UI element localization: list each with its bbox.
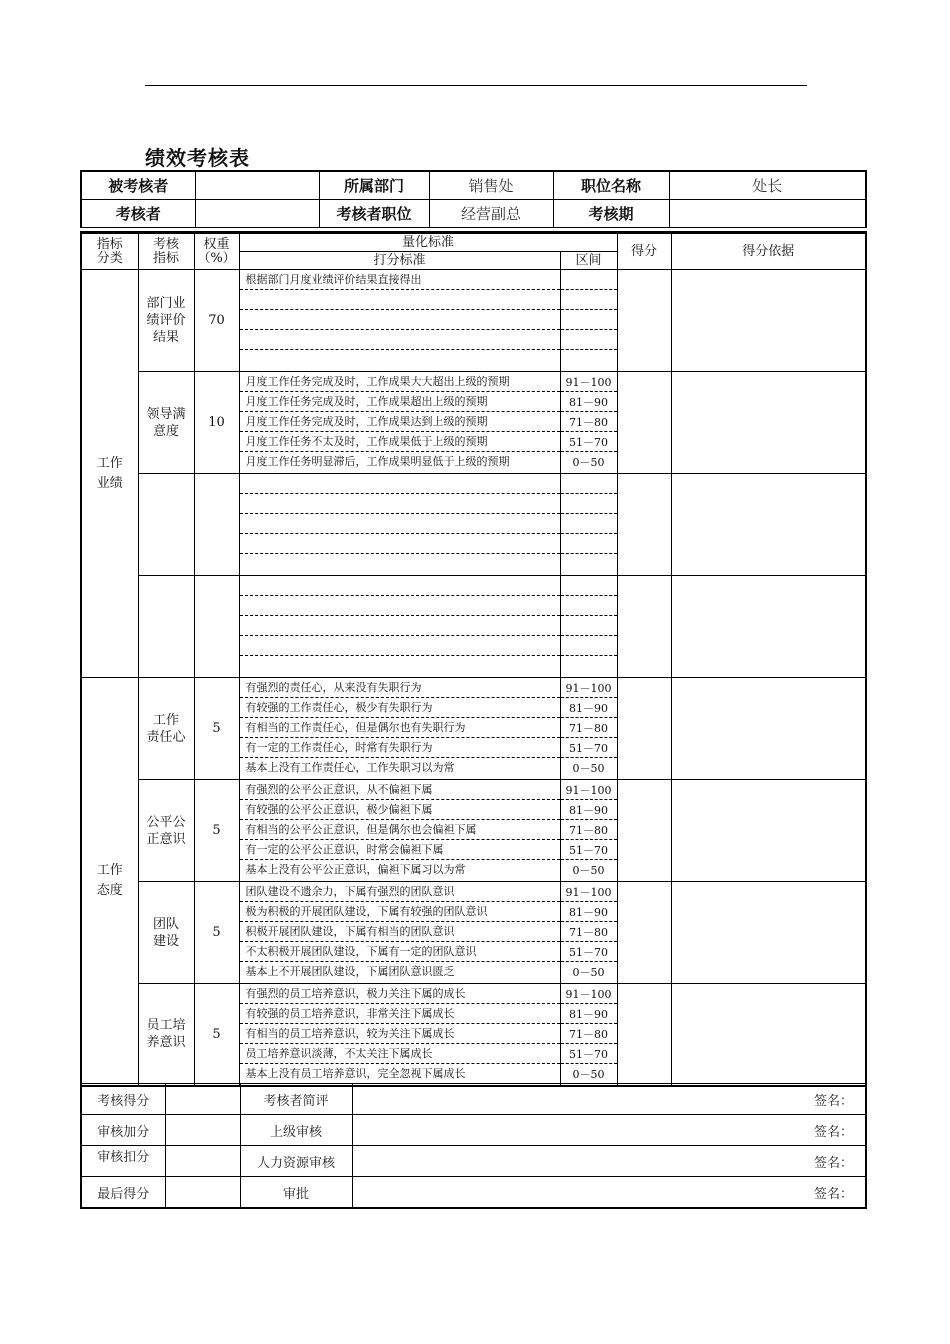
range-line: 0－50	[572, 762, 605, 775]
indicator-row	[81, 882, 866, 984]
criteria-line	[240, 616, 560, 636]
range-cell	[560, 474, 617, 576]
range-line: 81－90	[561, 698, 617, 718]
range-line	[561, 350, 617, 370]
score-basis-field[interactable]	[671, 882, 866, 984]
range-cell	[560, 882, 617, 984]
range-line	[561, 474, 617, 494]
score-field[interactable]	[617, 984, 671, 1086]
review-row	[81, 1084, 866, 1115]
score-field[interactable]	[617, 474, 671, 576]
signature-label: 签名：	[813, 1124, 853, 1140]
criteria-line: 有较强的公平公正意识，极少偏袒下属	[240, 800, 560, 820]
weight-cell	[194, 474, 239, 576]
indicator-row	[81, 576, 866, 678]
criteria-line: 不太积极开展团队建设，下属有一定的团队意识	[240, 942, 560, 962]
indicator-row	[81, 678, 866, 780]
review-row	[81, 1177, 866, 1209]
range-cell	[560, 984, 617, 1086]
position-label: 职位名称	[553, 171, 669, 200]
assessment-table	[80, 231, 867, 1087]
indicator-name: 公平公 正意识	[138, 780, 194, 882]
criteria-line: 月度工作任务完成及时，工作成果大大超出上级的预期	[240, 372, 560, 392]
assessor-field[interactable]	[195, 200, 319, 228]
score-field[interactable]	[617, 678, 671, 780]
score-basis-field[interactable]	[671, 372, 866, 474]
weight-cell: 5	[194, 678, 239, 780]
criteria-line: 员工培养意识淡薄，不太关注下属成长	[240, 1044, 560, 1064]
indicator-row	[81, 372, 866, 474]
col-header-category: 指标 分类	[81, 233, 138, 270]
score-field[interactable]	[617, 576, 671, 678]
weight-cell: 5	[194, 780, 239, 882]
score-basis-field[interactable]	[671, 474, 866, 576]
criteria-line: 有强烈的责任心，从来没有失职行为	[240, 678, 560, 698]
score-field[interactable]	[617, 780, 671, 882]
document-title: 绩效考核表	[145, 146, 250, 170]
range-line	[561, 534, 617, 554]
signature-label: 签名：	[813, 1186, 853, 1202]
score-basis-field[interactable]	[671, 678, 866, 780]
header-info-table	[80, 170, 867, 228]
score-summary-label: 最后得分	[81, 1177, 165, 1209]
criteria-line: 基本上没有员工培养意识，完全忽视下属成长	[245, 1067, 466, 1080]
assessee-label: 被考核者	[81, 171, 195, 200]
criteria-line: 有相当的公平公正意识，但是偶尔也会偏袒下属	[240, 820, 560, 840]
range-line: 91－100	[561, 678, 617, 698]
criteria-line: 极为积极的开展团队建设，下属有较强的团队意识	[240, 902, 560, 922]
review-label: 上级审核	[240, 1115, 352, 1146]
range-cell	[560, 576, 617, 678]
criteria-line: 有相当的工作责任心，但是偶尔也有失职行为	[240, 718, 560, 738]
top-rule	[145, 85, 807, 86]
criteria-cell	[239, 780, 560, 882]
weight-cell: 5	[194, 984, 239, 1086]
review-label: 人力资源审核	[240, 1146, 352, 1177]
criteria-line: 基本上没有工作责任心，工作失职习以为常	[245, 761, 455, 774]
range-line: 71－80	[561, 922, 617, 942]
criteria-line	[240, 494, 560, 514]
indicator-name	[138, 474, 194, 576]
score-basis-field[interactable]	[671, 270, 866, 372]
indicator-name: 团队 建设	[138, 882, 194, 984]
department-label: 所属部门	[319, 171, 429, 200]
col-header-indicator: 考核 指标	[138, 233, 194, 270]
range-line: 91－100	[561, 372, 617, 392]
assessor-position-field[interactable]: 经营副总	[429, 200, 553, 228]
range-line	[561, 514, 617, 534]
criteria-line: 基本上没有公平公正意识，偏袒下属习以为常	[245, 863, 466, 876]
col-header-weight: 权重 （%）	[194, 233, 239, 270]
range-line: 51－70	[561, 840, 617, 860]
criteria-line	[240, 310, 560, 330]
criteria-line: 有较强的工作责任心，极少有失职行为	[240, 698, 560, 718]
weight-cell: 5	[194, 882, 239, 984]
signature-field[interactable]	[352, 1177, 866, 1209]
range-line: 51－70	[561, 738, 617, 758]
assessor-label: 考核者	[81, 200, 195, 228]
criteria-line	[240, 596, 560, 616]
range-line	[561, 576, 617, 596]
indicator-name: 领导满 意度	[138, 372, 194, 474]
signature-label: 签名：	[813, 1093, 853, 1109]
score-summary-field[interactable]	[165, 1177, 240, 1209]
criteria-cell	[239, 576, 560, 678]
criteria-cell	[239, 882, 560, 984]
review-row	[81, 1115, 866, 1146]
range-cell	[560, 270, 617, 372]
signature-field[interactable]	[352, 1084, 866, 1115]
range-cell	[560, 372, 617, 474]
range-line: 91－100	[561, 882, 617, 902]
range-line	[561, 616, 617, 636]
criteria-line: 积极开展团队建设，下属有相当的团队意识	[240, 922, 560, 942]
range-line	[561, 270, 617, 290]
criteria-line	[240, 350, 560, 370]
criteria-cell	[239, 474, 560, 576]
criteria-line: 有一定的工作责任心，时常有失职行为	[240, 738, 560, 758]
criteria-cell	[239, 984, 560, 1086]
position-field[interactable]: 处长	[669, 171, 866, 200]
criteria-line	[240, 656, 560, 676]
col-header-score: 得分	[617, 233, 671, 270]
range-line: 81－90	[561, 392, 617, 412]
criteria-line: 有较强的员工培养意识，非常关注下属成长	[240, 1004, 560, 1024]
range-line: 0－50	[572, 456, 605, 469]
range-line: 91－100	[561, 984, 617, 1004]
criteria-line: 月度工作任务不太及时，工作成果低于上级的预期	[240, 432, 560, 452]
score-basis-field[interactable]	[671, 780, 866, 882]
review-row	[81, 1146, 866, 1177]
signature-field[interactable]	[352, 1146, 866, 1177]
col-header-quant: 量化标准	[239, 233, 617, 252]
criteria-line	[240, 636, 560, 656]
period-label: 考核期	[553, 200, 669, 228]
criteria-line: 月度工作任务完成及时，工作成果超出上级的预期	[240, 392, 560, 412]
criteria-line: 有强烈的公平公正意识，从不偏袒下属	[240, 780, 560, 800]
category-cell: 工作 态度	[81, 678, 138, 1086]
range-line	[561, 494, 617, 514]
score-summary-label: 考核得分	[81, 1084, 165, 1115]
indicator-row	[81, 984, 866, 1086]
range-line: 81－90	[561, 1004, 617, 1024]
score-summary-field[interactable]	[165, 1146, 240, 1177]
review-table	[80, 1083, 867, 1209]
criteria-line: 有强烈的员工培养意识，极力关注下属的成长	[240, 984, 560, 1004]
range-line: 0－50	[572, 966, 605, 979]
category-cell: 工作 业绩	[81, 270, 138, 678]
score-basis-field[interactable]	[671, 576, 866, 678]
score-field[interactable]	[617, 882, 671, 984]
range-line: 71－80	[561, 820, 617, 840]
criteria-line: 有相当的员工培养意识，较为关注下属成长	[240, 1024, 560, 1044]
score-field[interactable]	[617, 372, 671, 474]
criteria-line: 基本上不开展团队建设，下属团队意识匮乏	[245, 965, 455, 978]
range-line: 81－90	[561, 902, 617, 922]
range-line	[561, 290, 617, 310]
col-header-range: 区间	[560, 252, 617, 270]
indicator-name: 员工培 养意识	[138, 984, 194, 1086]
range-line: 71－80	[561, 718, 617, 738]
weight-cell: 10	[194, 372, 239, 474]
criteria-line	[240, 474, 560, 494]
criteria-line: 月度工作任务明显滞后，工作成果明显低于上级的预期	[245, 455, 510, 468]
criteria-cell	[239, 678, 560, 780]
criteria-cell	[239, 270, 560, 372]
weight-cell	[194, 576, 239, 678]
review-label: 考核者简评	[240, 1084, 352, 1115]
criteria-line	[240, 514, 560, 534]
department-field[interactable]: 销售处	[429, 171, 553, 200]
indicator-name: 部门业 绩评价 结果	[138, 270, 194, 372]
period-field[interactable]	[669, 200, 866, 228]
range-line	[561, 554, 617, 574]
indicator-row	[81, 270, 866, 372]
indicator-name	[138, 576, 194, 678]
range-cell	[560, 678, 617, 780]
criteria-line: 月度工作任务完成及时，工作成果达到上级的预期	[240, 412, 560, 432]
range-line: 0－50	[572, 1068, 605, 1081]
indicator-name: 工作 责任心	[138, 678, 194, 780]
range-line	[561, 596, 617, 616]
criteria-cell	[239, 372, 560, 474]
range-line: 51－70	[561, 432, 617, 452]
range-line: 71－80	[561, 1024, 617, 1044]
score-field[interactable]	[617, 270, 671, 372]
range-line	[561, 636, 617, 656]
range-line: 91－100	[561, 780, 617, 800]
criteria-line	[240, 576, 560, 596]
range-line: 81－90	[561, 800, 617, 820]
score-summary-label: 审核加分	[81, 1115, 165, 1146]
assessee-field[interactable]	[195, 171, 319, 200]
col-header-basis: 得分依据	[671, 233, 866, 270]
weight-cell: 70	[194, 270, 239, 372]
review-label: 审批	[240, 1177, 352, 1209]
criteria-line	[240, 290, 560, 310]
criteria-line: 有一定的公平公正意识，时常会偏袒下属	[240, 840, 560, 860]
col-header-criteria: 打分标准	[239, 252, 560, 270]
range-line	[561, 656, 617, 676]
criteria-line	[240, 554, 560, 574]
score-summary-label: 审核扣分	[81, 1146, 165, 1177]
range-line	[561, 310, 617, 330]
range-line: 71－80	[561, 412, 617, 432]
indicator-row	[81, 780, 866, 882]
range-line	[561, 330, 617, 350]
range-line: 0－50	[572, 864, 605, 877]
signature-field[interactable]	[352, 1115, 866, 1146]
score-basis-field[interactable]	[671, 984, 866, 1086]
assessor-position-label: 考核者职位	[319, 200, 429, 228]
score-summary-field[interactable]	[165, 1115, 240, 1146]
criteria-line: 根据部门月度业绩评价结果直接得出	[240, 270, 560, 290]
range-line: 51－70	[561, 942, 617, 962]
range-cell	[560, 780, 617, 882]
criteria-line	[240, 534, 560, 554]
criteria-line: 团队建设不遗余力，下属有强烈的团队意识	[240, 882, 560, 902]
score-summary-field[interactable]	[165, 1084, 240, 1115]
criteria-line	[240, 330, 560, 350]
range-line: 51－70	[561, 1044, 617, 1064]
indicator-row	[81, 474, 866, 576]
signature-label: 签名：	[813, 1155, 853, 1171]
